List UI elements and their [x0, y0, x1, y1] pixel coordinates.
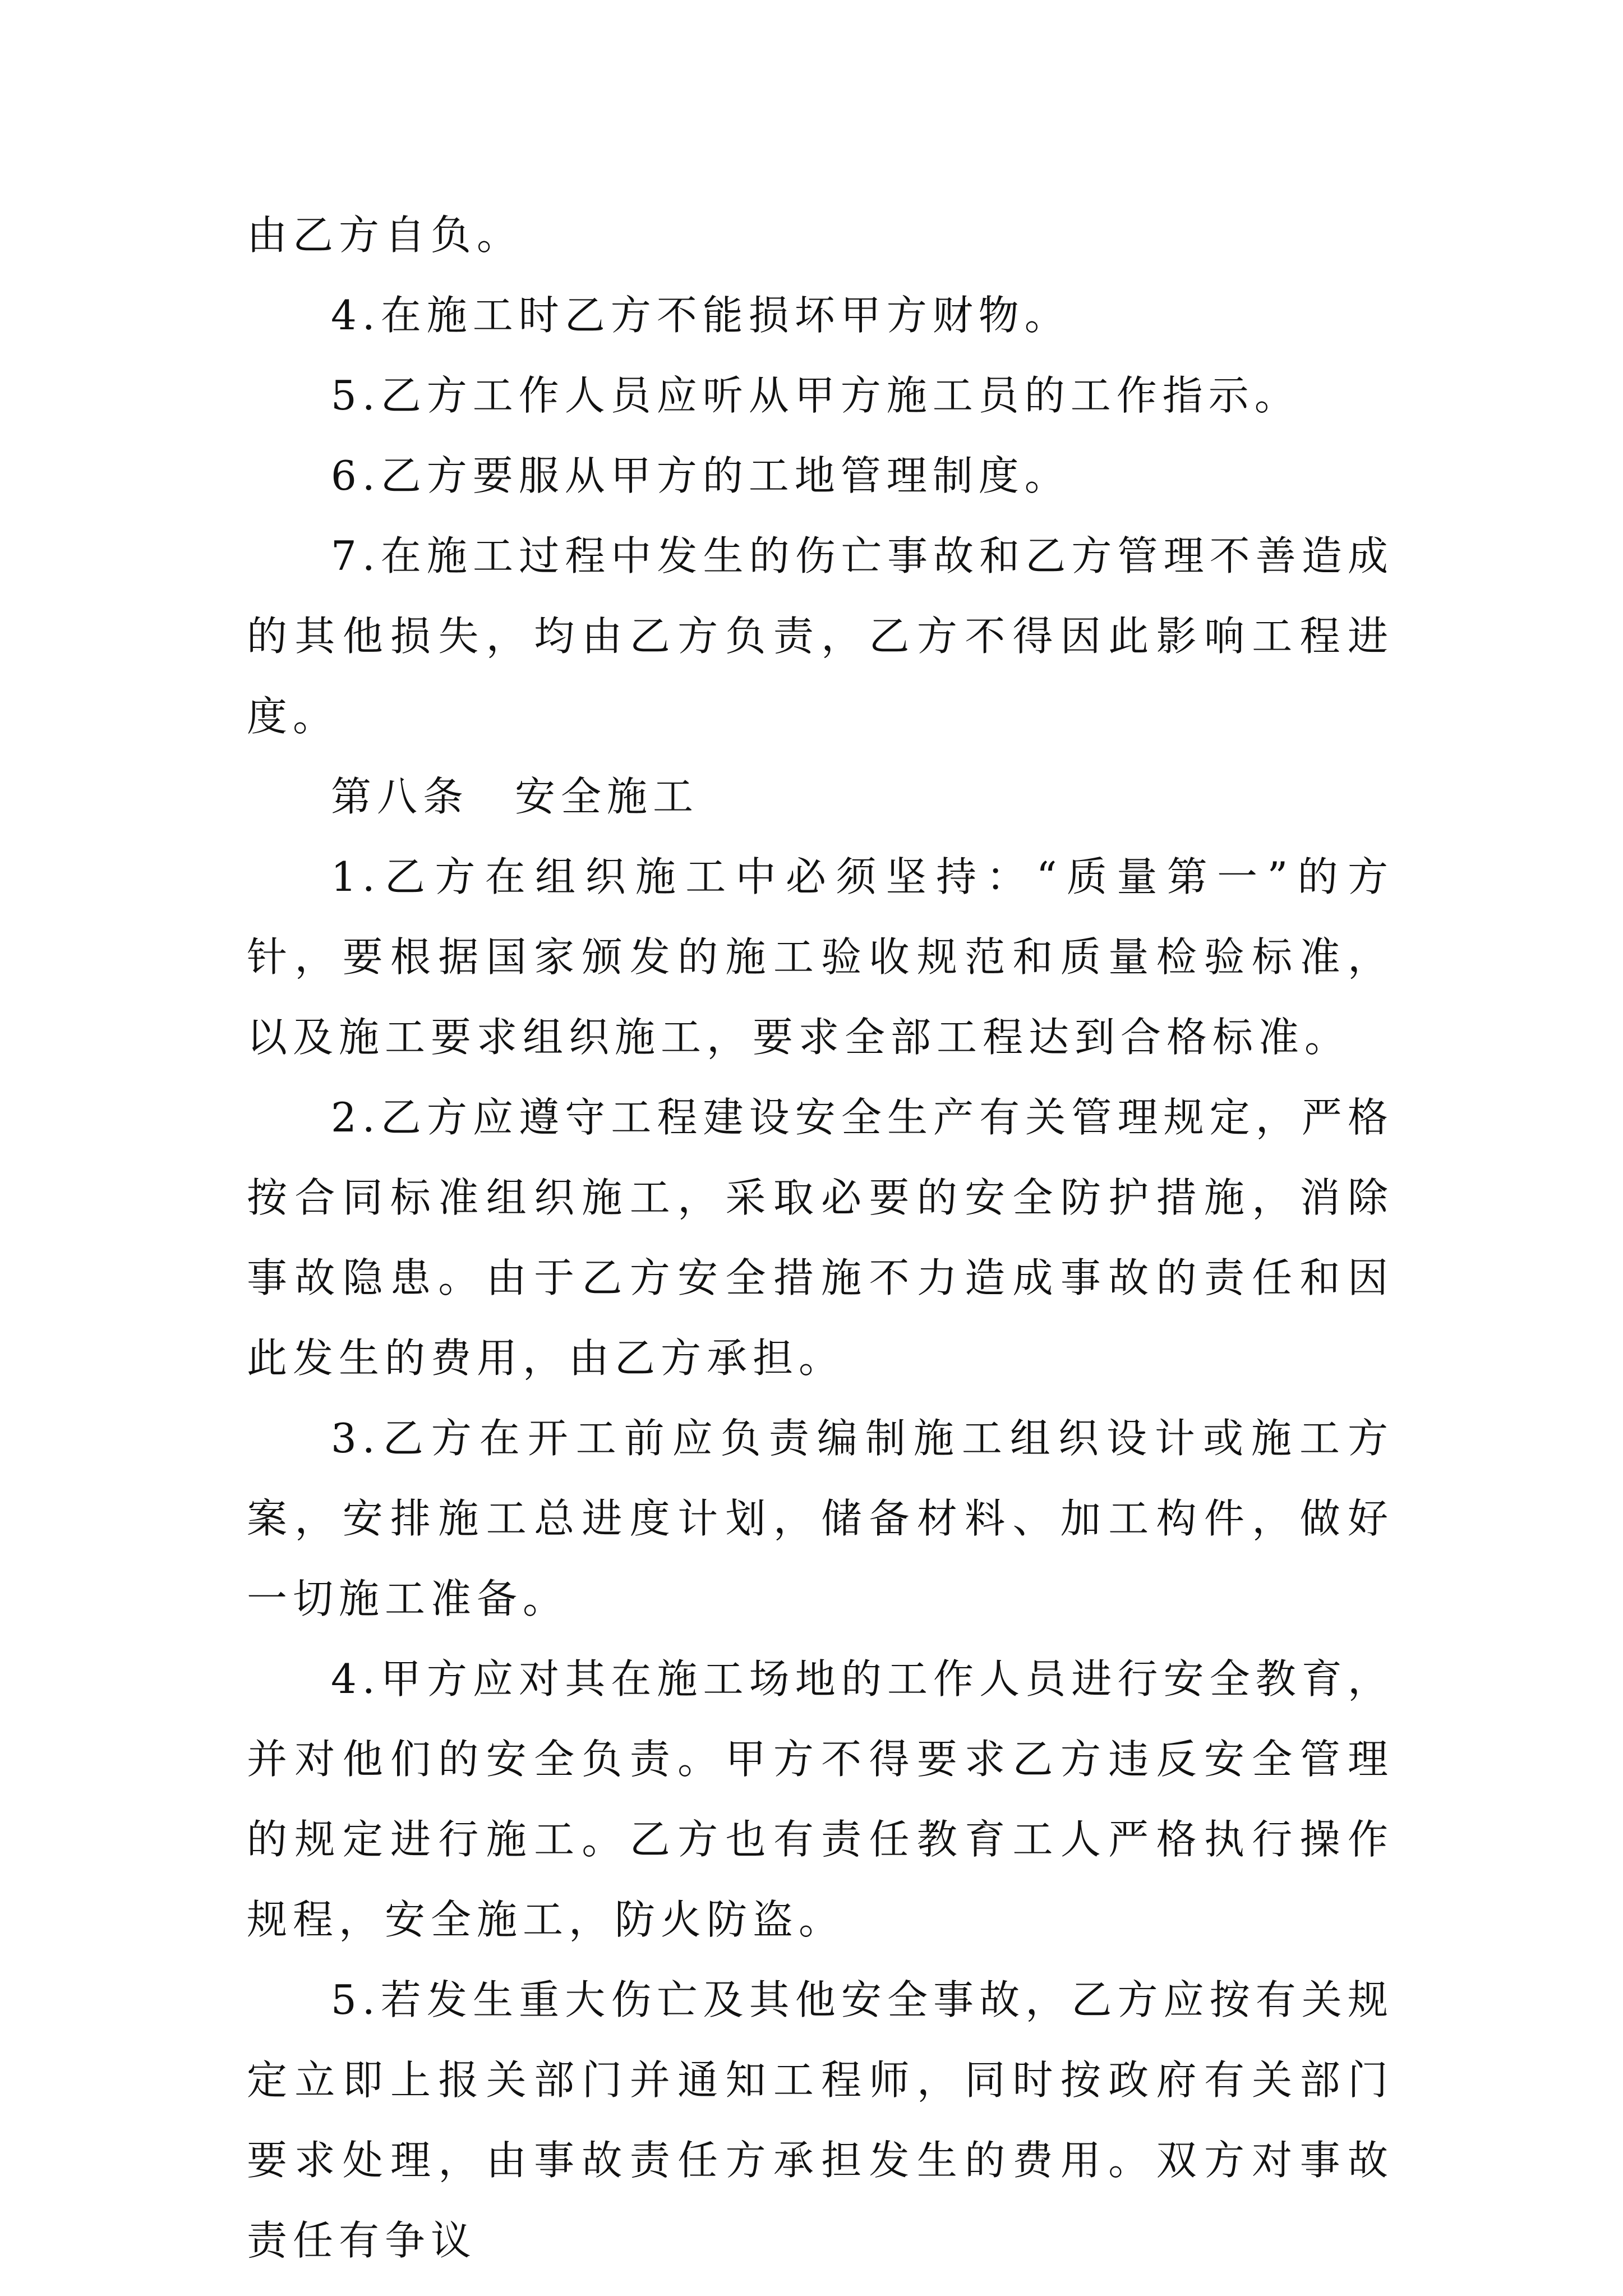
paragraph-safety-2: 2.乙方应遵守工程建设安全生产有关管理规定，严格按合同标准组织施工，采取必要的安全防护措施，消除事故隐患。由于乙方安全措施不力造成事故的责任和因此发生的费用，由乙方承担。 [247, 1094, 1394, 1382]
paragraph-item-5: 5.乙方工作人员应听从甲方施工员的工作指示。 [331, 372, 1301, 419]
paragraph-safety-1: 1.乙方在组织施工中必须坚持：“质量第一”的方针，要根据国家颁发的施工验收规范和质量检验标准，以及施工要求组织施工，要求全部工程达到合格标准。 [247, 853, 1394, 1061]
paragraph-safety-3: 3.乙方在开工前应负责编制施工组织设计或施工方案，安排施工总进度计划，储备材料、加工构件，做好一切施工准备。 [247, 1415, 1394, 1622]
paragraph-safety-5: 5.若发生重大伤亡及其他安全事故，乙方应按有关规定立即上报关部门并通知工程师，同时按政府有关部门要求处理，由事故责任方承担发生的费用。双方对事故责任有争议 [247, 1976, 1394, 2264]
paragraph-item-7: 7.在施工过程中发生的伤亡事故和乙方管理不善造成的其他损失，均由乙方负责，乙方不得因此影响工程进度。 [247, 532, 1394, 740]
paragraph-item-4: 4.在施工时乙方不能损坏甲方财物。 [331, 292, 1071, 339]
paragraph-safety-4: 4.甲方应对其在施工场地的工作人员进行安全教育，并对他们的安全负责。甲方不得要求乙方违反安全管理的规定进行施工。乙方也有责任教育工人严格执行操作规程，安全施工，防火防盗。 [247, 1655, 1394, 1943]
paragraph-continuation: 由乙方自负。 [247, 211, 523, 259]
paragraph-item-6: 6.乙方要服从甲方的工地管理制度。 [331, 452, 1071, 499]
document-body [247, 195, 1394, 2281]
section-heading: 第八条 安全施工 [331, 773, 699, 820]
